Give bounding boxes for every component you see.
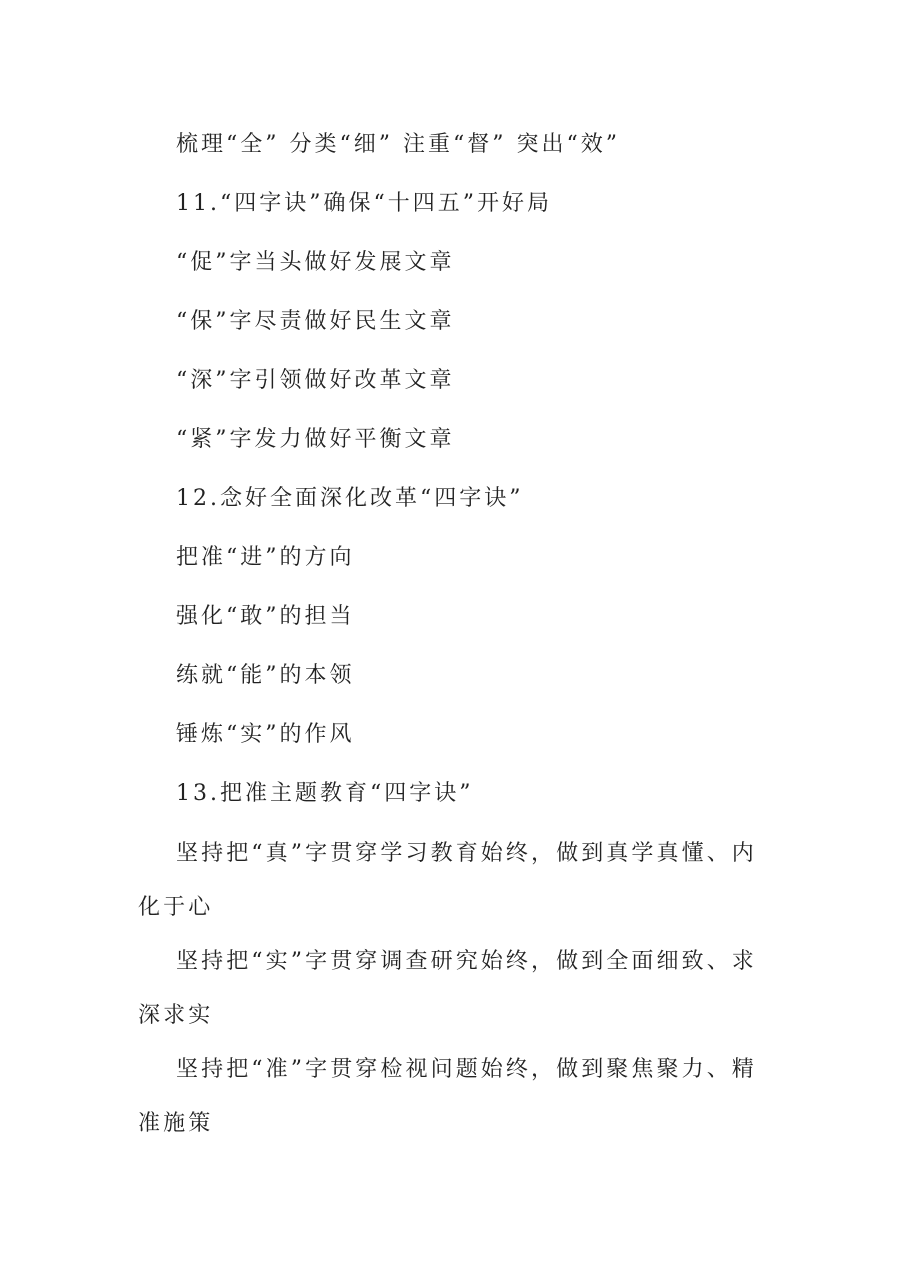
section-heading: 11.“四字诀”确保“十四五”开好局 [176,191,552,216]
text-line: 练就“能”的本领 [176,663,355,688]
paragraph: 坚持把“实”字贯穿调查研究始终，做到全面细致、求深求实 [138,949,757,1028]
paragraph: 坚持把“准”字贯穿检视问题始终，做到聚焦聚力、精准施策 [138,1057,757,1136]
text-line: 梳理“全” 分类“细” 注重“督” 突出“效” [176,132,620,157]
text-line: “深”字引领做好改革文章 [176,368,455,393]
text-line: 强化“敢”的担当 [176,604,355,629]
text-line: 把准“进”的方向 [176,545,355,570]
text-line: “紧”字发力做好平衡文章 [176,427,455,452]
text-line: “促”字当头做好发展文章 [176,250,455,275]
section-heading: 13.把准主题教育“四字诀” [176,781,474,806]
text-line: 锤炼“实”的作风 [176,722,355,747]
paragraph: 坚持把“真”字贯穿学习教育始终，做到真学真懂、内化于心 [138,841,757,920]
section-heading: 12.念好全面深化改革“四字诀” [176,486,524,511]
text-line: “保”字尽责做好民生文章 [176,309,455,334]
